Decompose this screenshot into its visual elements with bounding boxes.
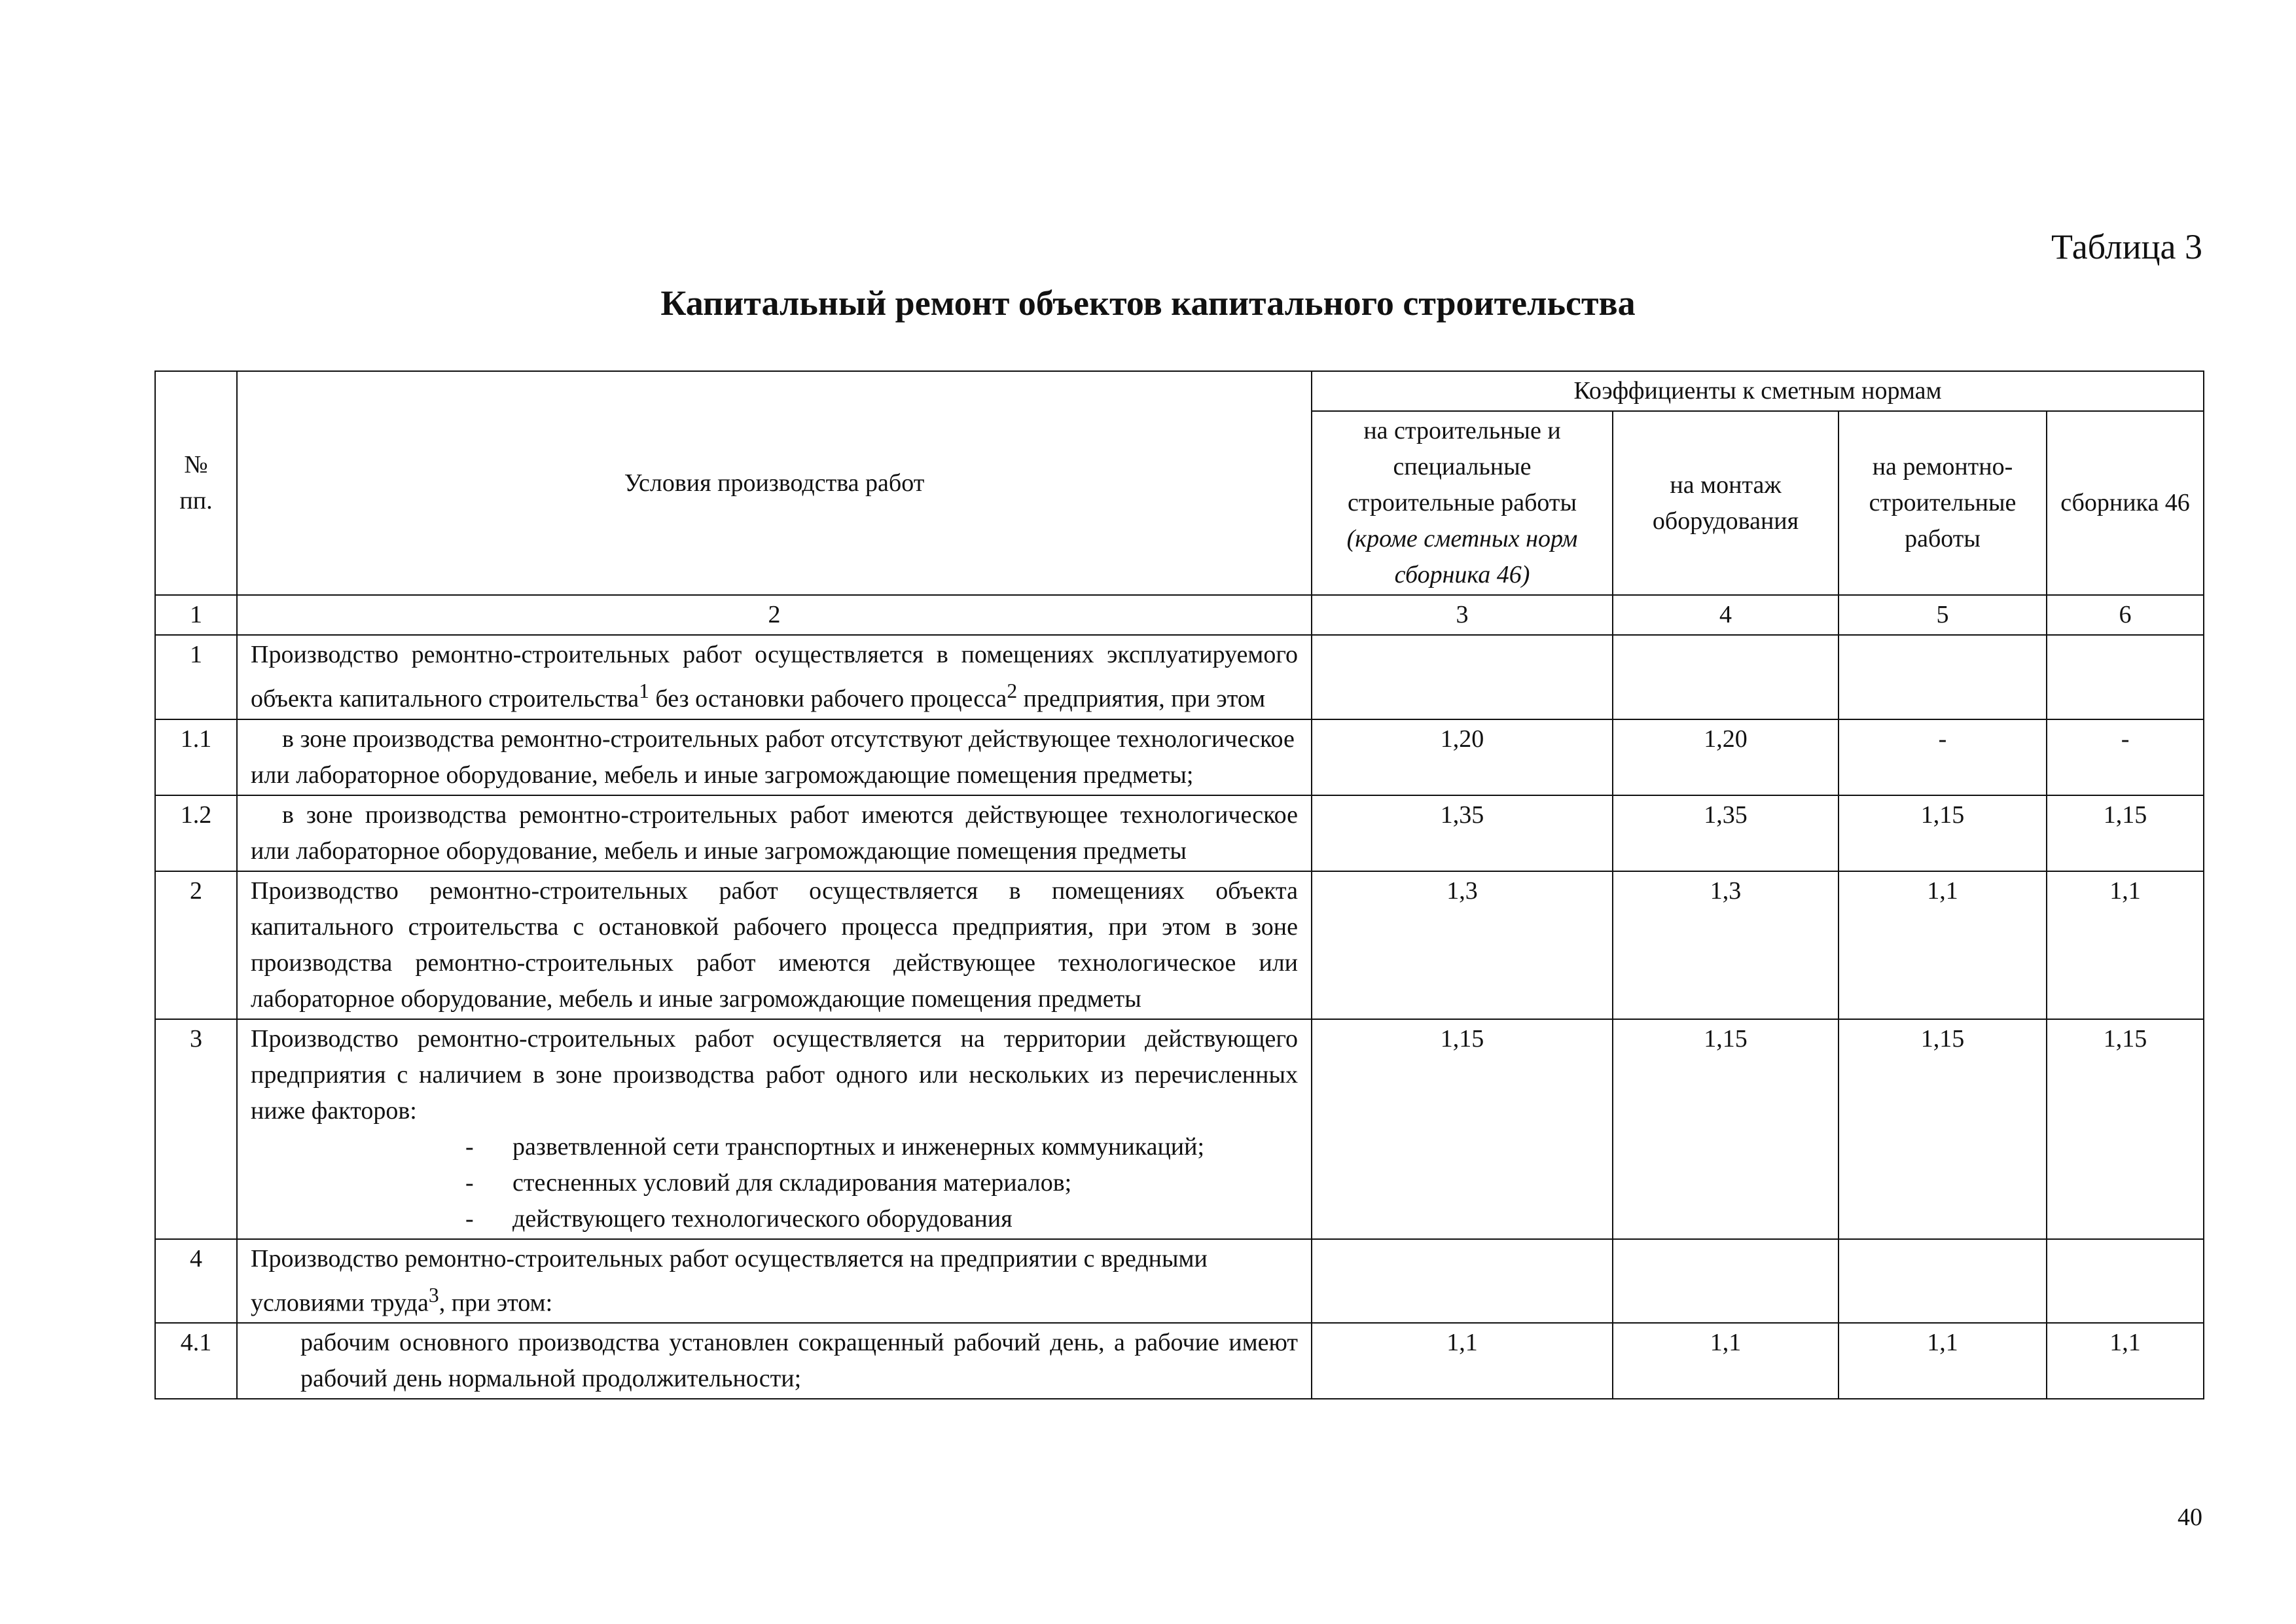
row-text: без остановки рабочего процесса bbox=[649, 685, 1007, 713]
factor-list bbox=[251, 1129, 1298, 1237]
coeff-cell: 1,15 bbox=[1613, 1019, 1839, 1239]
row-text: Производство ремонтно-строительных работ осуществляется в помещениях эксплуатируемого объекта капитального строительства bbox=[251, 641, 1298, 713]
table-row bbox=[155, 635, 2204, 719]
coeff-cell bbox=[2047, 635, 2204, 719]
coeff-cell: 1,1 bbox=[1839, 871, 2047, 1019]
header-col4: на монтаж оборудования bbox=[1613, 411, 1839, 595]
coefficients-table bbox=[154, 370, 2204, 1399]
row-number: 4 bbox=[155, 1239, 237, 1324]
header-col5: на ремонтно-строительные работы bbox=[1839, 411, 2047, 595]
row-conditions: Производство ремонтно-строительных работ осуществляется в помещениях объекта капитального строительства с остановкой рабочего процесса предприятия, при этом в зоне производства ремонтно-строительных работ имеются действующее технологическое или лабораторное оборудование, мебель и иные загромождающие помещения предметы bbox=[237, 871, 1312, 1019]
header-row bbox=[155, 371, 2204, 411]
row-text: Производство ремонтно-строительных работ осуществляется на территории действующего предприятия с наличием в зоне производства работ одного или нескольких из перечисленных ниже факторов: bbox=[251, 1024, 1298, 1125]
footnote-mark: 2 bbox=[1007, 679, 1018, 702]
column-number: 1 bbox=[155, 595, 237, 635]
coeff-cell: 1,35 bbox=[1312, 795, 1613, 871]
list-item: - разветвленной сети транспортных и инженерных коммуникаций; bbox=[486, 1129, 1298, 1165]
header-num: № пп. bbox=[155, 371, 237, 595]
coeff-cell: 1,15 bbox=[1312, 1019, 1613, 1239]
coeff-cell: 1,3 bbox=[1613, 871, 1839, 1019]
coeff-cell: 1,20 bbox=[1312, 719, 1613, 795]
coeff-cell: 1,1 bbox=[2047, 1323, 2204, 1399]
coeff-cell bbox=[2047, 1239, 2204, 1324]
coeff-cell bbox=[1839, 1239, 2047, 1324]
coeff-cell: 1,1 bbox=[1613, 1323, 1839, 1399]
row-number: 1.2 bbox=[155, 795, 237, 871]
coeff-cell: 1,1 bbox=[2047, 871, 2204, 1019]
header-coeff-group: Коэффициенты к сметным нормам bbox=[1312, 371, 2204, 411]
row-conditions: рабочим основного производства установлен сокращенный рабочий день, а рабочие имеют рабочий день нормальной продолжительности; bbox=[237, 1323, 1312, 1399]
table-row bbox=[155, 1019, 2204, 1239]
list-item: - действующего технологического оборудования bbox=[486, 1201, 1298, 1237]
column-number: 4 bbox=[1613, 595, 1839, 635]
row-conditions bbox=[237, 635, 1312, 719]
footnote-mark: 3 bbox=[428, 1283, 439, 1307]
column-number: 2 bbox=[237, 595, 1312, 635]
coeff-cell bbox=[1312, 1239, 1613, 1324]
coeff-cell: - bbox=[2047, 719, 2204, 795]
coeff-cell: 1,15 bbox=[2047, 1019, 2204, 1239]
row-conditions: в зоне производства ремонтно-строительных работ имеются действующее технологическое или лабораторное оборудование, мебель и иные загромождающие помещения предметы bbox=[237, 795, 1312, 871]
column-number: 5 bbox=[1839, 595, 2047, 635]
row-text: Производство ремонтно-строительных работ осуществляется на предприятии с вредными условиями труда bbox=[251, 1244, 1208, 1317]
row-number: 1 bbox=[155, 635, 237, 719]
coeff-cell: 1,3 bbox=[1312, 871, 1613, 1019]
coeff-cell: 1,1 bbox=[1312, 1323, 1613, 1399]
header-conditions: Условия производства работ bbox=[237, 371, 1312, 595]
row-text: предприятия, при этом bbox=[1017, 685, 1266, 713]
table-row bbox=[155, 1239, 2204, 1324]
row-conditions bbox=[237, 1019, 1312, 1239]
row-text: , при этом: bbox=[439, 1289, 553, 1317]
coeff-cell: - bbox=[1839, 719, 2047, 795]
coeff-cell bbox=[1839, 635, 2047, 719]
table-row bbox=[155, 719, 2204, 795]
table-row bbox=[155, 1323, 2204, 1399]
column-number-row bbox=[155, 595, 2204, 635]
list-item: - стесненных условий для складирования материалов; bbox=[486, 1165, 1298, 1201]
coeff-cell bbox=[1613, 1239, 1839, 1324]
row-conditions: в зоне производства ремонтно-строительных работ отсутствуют действующее технологическое или лабораторное оборудование, мебель и иные загромождающие помещения предметы; bbox=[237, 719, 1312, 795]
row-number: 1.1 bbox=[155, 719, 237, 795]
table-label: Таблица 3 bbox=[2051, 227, 2202, 266]
coeff-cell bbox=[1312, 635, 1613, 719]
row-number: 2 bbox=[155, 871, 237, 1019]
table-row bbox=[155, 871, 2204, 1019]
header-col3-label: на строительные и специальные строительные работы bbox=[1347, 417, 1577, 516]
header-col3 bbox=[1312, 411, 1613, 595]
coeff-cell: 1,1 bbox=[1839, 1323, 2047, 1399]
coeff-cell: 1,20 bbox=[1613, 719, 1839, 795]
row-number: 4.1 bbox=[155, 1323, 237, 1399]
coeff-cell: 1,15 bbox=[1839, 1019, 2047, 1239]
page-title: Капитальный ремонт объектов капитального строительства bbox=[660, 283, 1636, 323]
coeff-cell bbox=[1613, 635, 1839, 719]
page-number: 40 bbox=[2178, 1504, 2202, 1531]
column-number: 3 bbox=[1312, 595, 1613, 635]
coeff-cell: 1,15 bbox=[2047, 795, 2204, 871]
coeff-cell: 1,35 bbox=[1613, 795, 1839, 871]
table-row bbox=[155, 795, 2204, 871]
header-col3-note: (кроме сметных норм сборника 46) bbox=[1346, 525, 1578, 588]
coeff-cell: 1,15 bbox=[1839, 795, 2047, 871]
row-number: 3 bbox=[155, 1019, 237, 1239]
row-conditions bbox=[237, 1239, 1312, 1324]
footnote-mark: 1 bbox=[639, 679, 649, 702]
header-col6: сборника 46 bbox=[2047, 411, 2204, 595]
column-number: 6 bbox=[2047, 595, 2204, 635]
